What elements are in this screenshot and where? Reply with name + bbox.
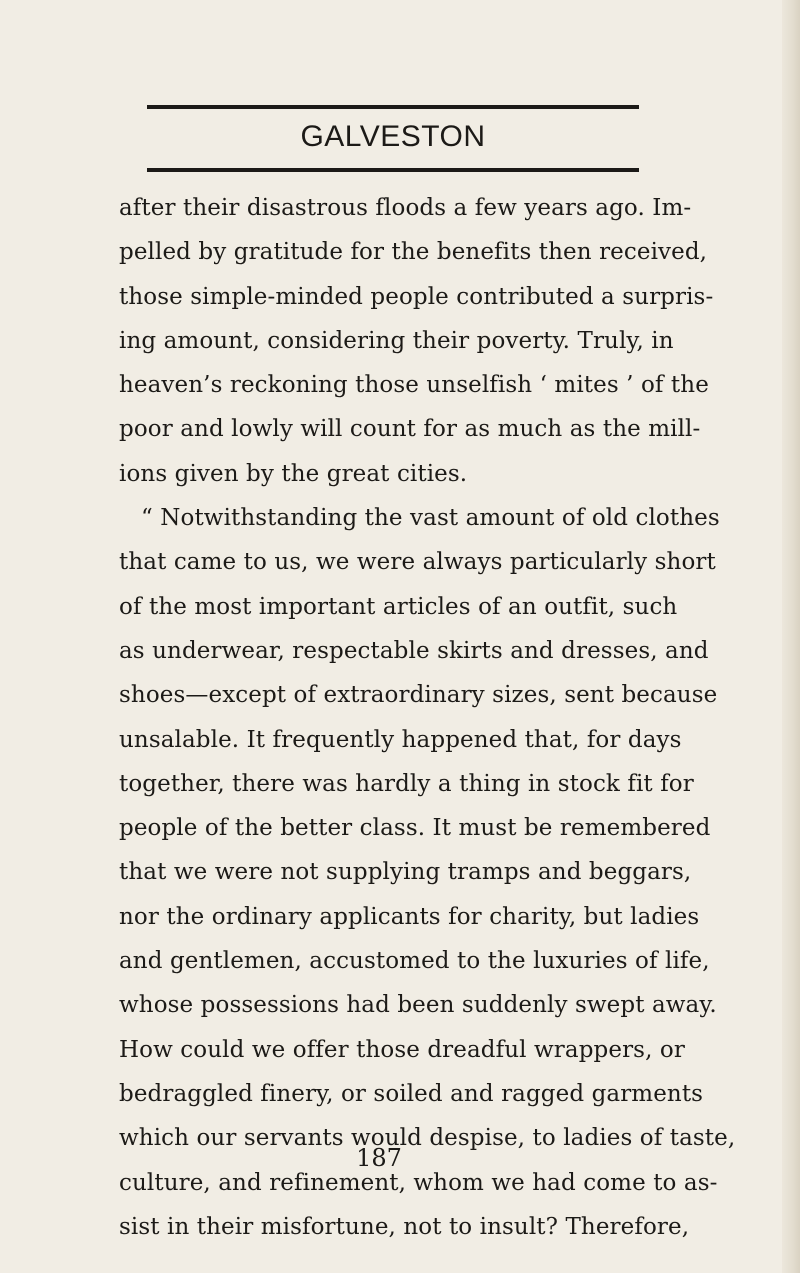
text-line: heaven’s reckoning those unselfish ‘ mites ’ of the	[119, 372, 709, 399]
page-number: 187	[356, 1144, 402, 1172]
body-text	[119, 186, 736, 1249]
text-line: those simple-minded people contributed a surpris-	[119, 283, 714, 310]
text-line: that we were not supplying tramps and beggars,	[119, 859, 692, 886]
text-line: poor and lowly will count for as much as the mill-	[119, 416, 701, 443]
text-line: and gentlemen, accustomed to the luxuries of life,	[119, 948, 710, 975]
text-line: How could we offer those dreadful wrappers, or	[119, 1036, 685, 1063]
header-rule-bottom	[147, 168, 639, 172]
text-line: unsalable. It frequently happened that, for days	[119, 726, 682, 753]
text-line: together, there was hardly a thing in stock fit for	[119, 770, 694, 797]
running-head: GALVESTON	[300, 120, 486, 153]
text-line: “ Notwithstanding the vast amount of old clothes	[141, 505, 720, 532]
text-line: pelled by gratitude for the benefits then received,	[119, 239, 708, 266]
text-line: culture, and refinement, whom we had come to as-	[119, 1169, 718, 1196]
text-line: sist in their misfortune, not to insult? Therefore,	[119, 1213, 690, 1240]
text-line: people of the better class. It must be remembered	[119, 815, 711, 842]
header-rule-top	[147, 105, 639, 109]
text-line: after their disastrous floods a few years ago. Im-	[119, 195, 692, 221]
text-line: which our servants would despise, to ladies of taste,	[119, 1125, 736, 1152]
text-line: of the most important articles of an outfit, such	[119, 593, 678, 620]
page-edge-shadow	[782, 0, 800, 1273]
text-line: as underwear, respectable skirts and dresses, and	[119, 637, 709, 664]
text-line: nor the ordinary applicants for charity, but ladies	[119, 903, 700, 930]
text-line: that came to us, we were always particularly short	[119, 549, 716, 576]
text-line: ing amount, considering their poverty. Truly, in	[119, 327, 674, 354]
text-line: bedraggled finery, or soiled and ragged garments	[119, 1080, 704, 1107]
text-line: ions given by the great cities.	[119, 460, 468, 487]
text-line: shoes—except of extraordinary sizes, sent because	[119, 682, 718, 709]
text-line: whose possessions had been suddenly swept away.	[119, 992, 717, 1019]
